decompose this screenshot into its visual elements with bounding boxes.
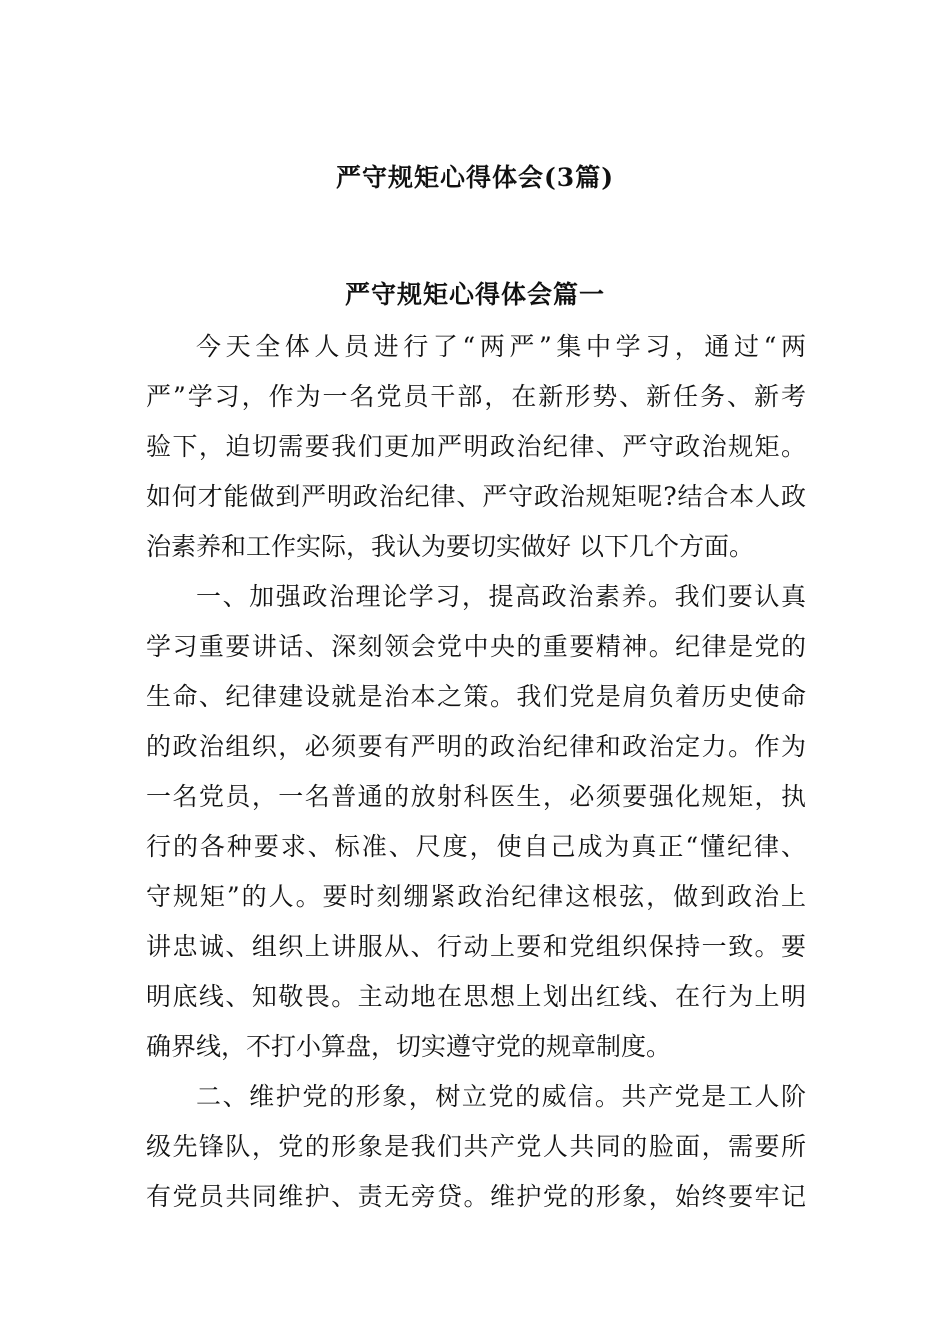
paragraph-line: 的政治组织，必须要有严明的政治纪律和政治定力。作为 (146, 732, 806, 761)
paragraph-line: 有党员共同维护、责无旁贷。维护党的形象，始终要牢记 (146, 1182, 806, 1211)
paragraph-line: 一名党员，一名普通的放射科医生，必须要强化规矩，执 (146, 782, 806, 811)
section-title: 严守规矩心得体会篇一 (344, 280, 605, 309)
paragraph-line: 行的各种要求、标准、尺度，使自己成为真正“懂纪律、 (146, 832, 806, 861)
paragraph-line: 生命、纪律建设就是治本之策。我们党是肩负着历史使命 (146, 682, 806, 711)
paragraph-line: 明底线、知敬畏。主动地在思想上划出红线、在行为上明 (146, 982, 806, 1011)
paragraph-line: 治素养和工作实际，我认为要切实做好 以下几个方面。 (146, 532, 754, 561)
paragraph-line: 二、维护党的形象，树立党的威信。共产党是工人阶 (196, 1082, 806, 1111)
paragraph-line: 守规矩”的人。要时刻绷紧政治纪律这根弦，做到政治上 (146, 882, 806, 911)
paragraph-line: 如何才能做到严明政治纪律、严守政治规矩呢?结合本人政 (146, 482, 806, 511)
paragraph-line: 一、加强政治理论学习，提高政治素养。我们要认真 (196, 582, 806, 611)
paragraph-line: 级先锋队，党的形象是我们共产党人共同的脸面，需要所 (146, 1132, 806, 1161)
paragraph-line: 讲忠诚、组织上讲服从、行动上要和党组织保持一致。要 (146, 932, 806, 961)
document-title: 严守规矩心得体会(3篇) (335, 163, 615, 192)
paragraph-line: 确界线，不打小算盘，切实遵守党的规章制度。 (146, 1032, 672, 1061)
paragraph-line: 学习重要讲话、深刻领会党中央的重要精神。纪律是党的 (146, 632, 806, 661)
paragraph-line: 今天全体人员进行了“两严”集中学习，通过“两 (196, 332, 806, 361)
paragraph-line: 严”学习，作为一名党员干部，在新形势、新任务、新考 (146, 382, 806, 411)
paragraph-line: 验下，迫切需要我们更加严明政治纪律、严守政治规矩。 (146, 432, 806, 461)
